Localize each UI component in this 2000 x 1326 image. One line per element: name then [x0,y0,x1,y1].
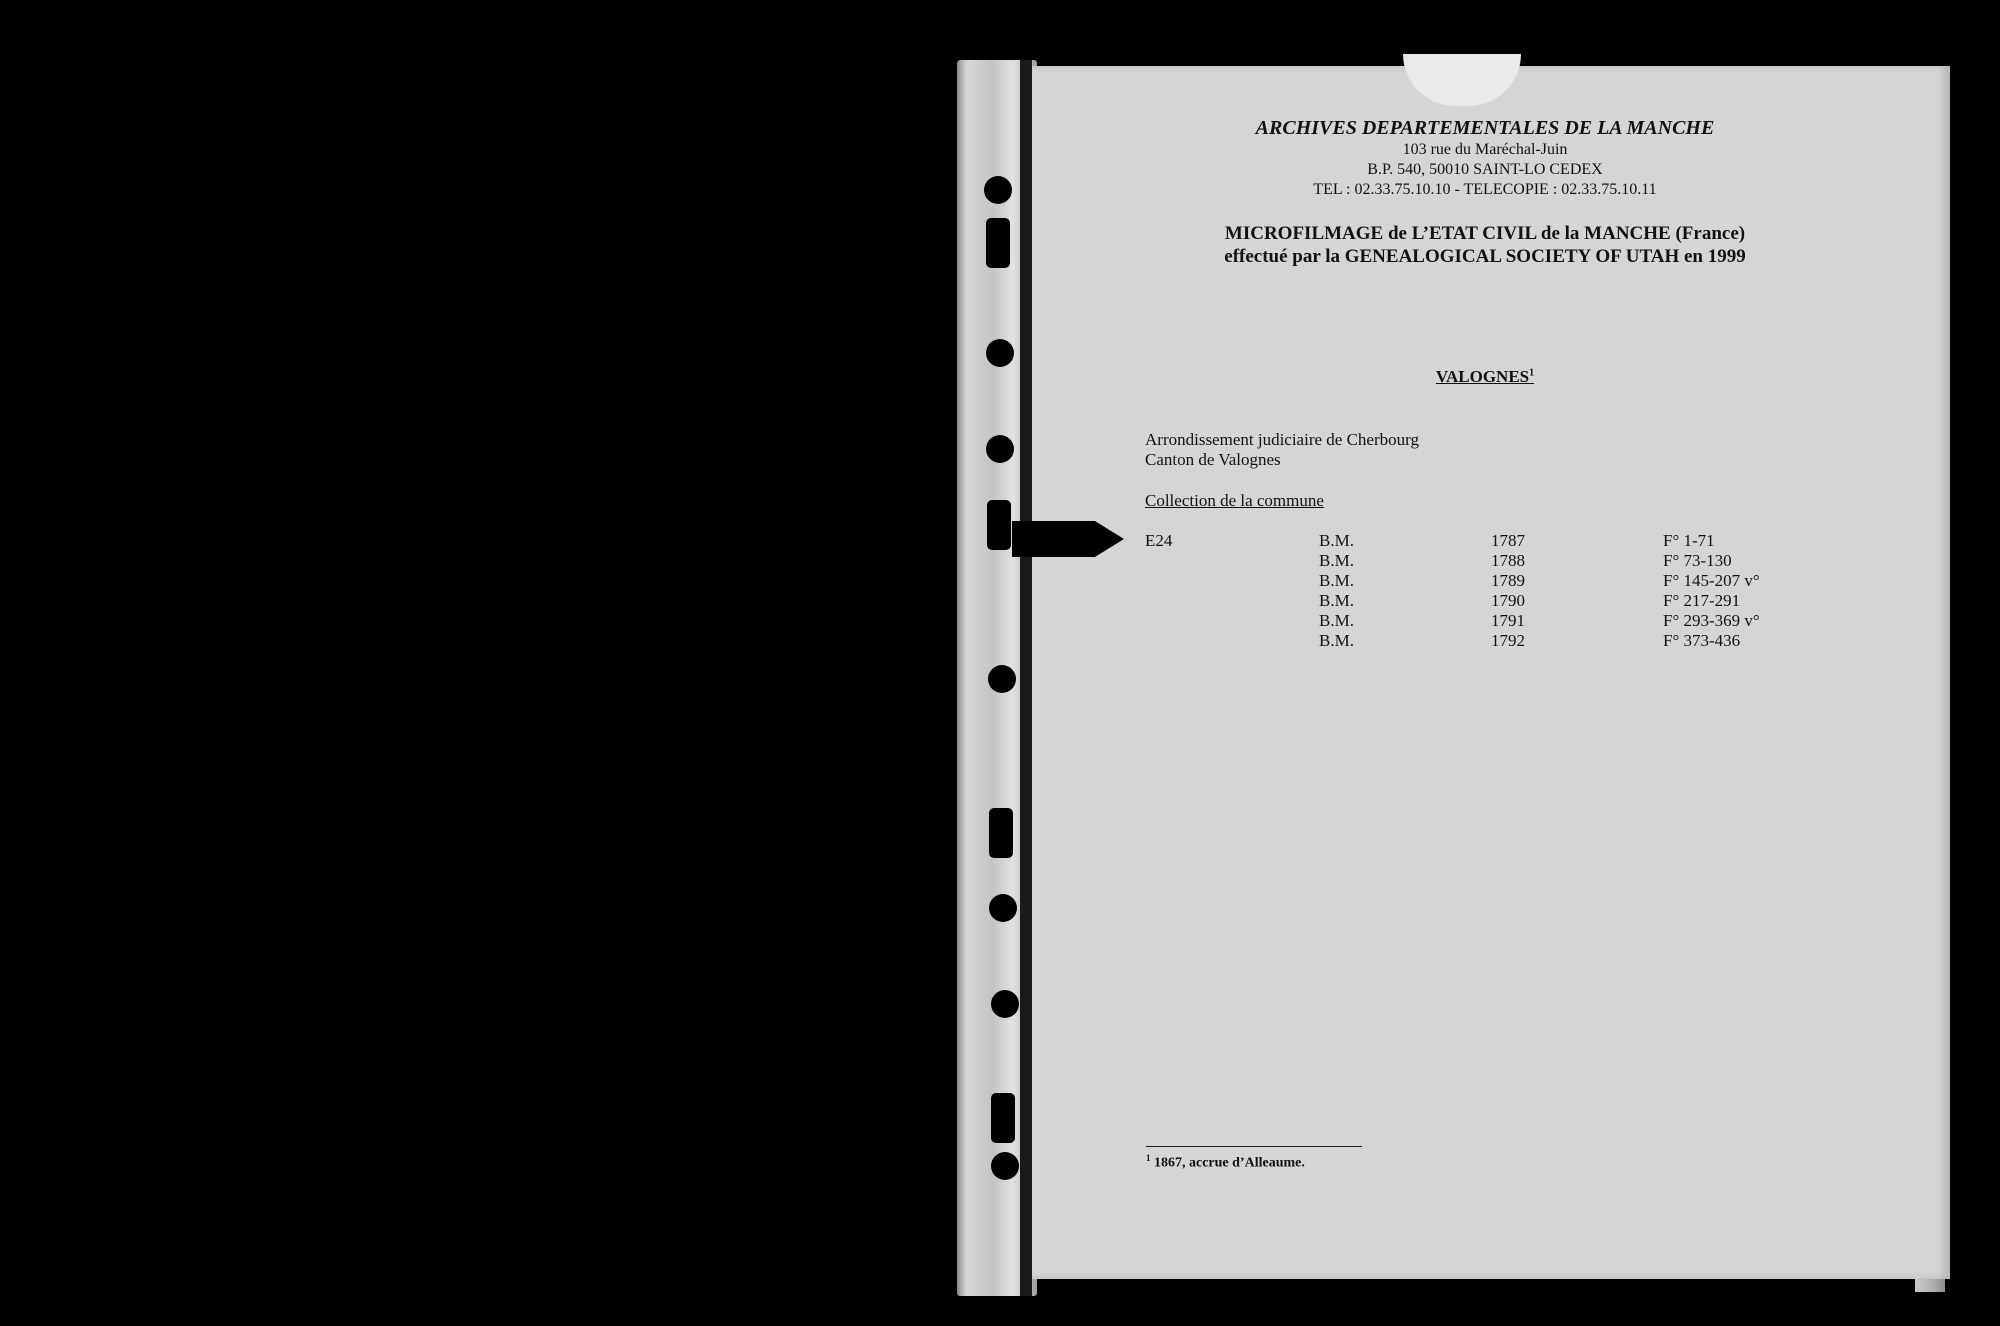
punch-slot [991,1093,1015,1143]
record-folios: F° 217-291 [1663,591,1741,610]
punch-hole [991,990,1019,1018]
record-folios: F° 145-207 v° [1663,571,1760,590]
commune-heading [1140,367,1830,387]
address-line: B.P. 540, 50010 SAINT-LO CEDEX [1367,161,1603,178]
record-year: 1789 [1491,571,1525,590]
address-line: 103 rue du Maréchal-Juin [1402,141,1568,158]
record-year: 1790 [1491,591,1525,610]
punch-hole [988,665,1016,693]
record-type: B.M. [1319,571,1354,590]
arrondissement-line: Arrondissement judiciaire de Cherbourg [1145,430,1419,449]
record-row [1145,551,1845,571]
record-type: B.M. [1319,531,1354,550]
project-title-line: MICROFILMAGE de L’ETAT CIVIL de la MANCHE (France) [1224,223,1746,244]
punch-slot [989,808,1013,858]
project-title-line: effectué par la GENEALOGICAL SOCIETY OF UTAH en 1999 [1224,246,1746,267]
record-row [1145,591,1845,611]
record-folios: F° 373-436 [1663,631,1741,650]
record-year: 1791 [1491,611,1525,630]
punch-hole [986,435,1014,463]
archive-header [1140,116,1830,200]
record-row [1145,611,1845,631]
record-row [1145,571,1845,591]
institution-name: ARCHIVES DEPARTEMENTALES DE LA MANCHE [1255,117,1715,139]
record-year: 1787 [1491,531,1525,550]
record-folios: F° 293-369 v° [1663,611,1760,630]
record-year: 1788 [1491,551,1525,570]
jurisdiction-block [1145,430,1419,470]
record-cote: E24 [1145,531,1173,550]
record-year: 1792 [1491,631,1525,650]
collection-heading: Collection de la commune [1145,491,1324,510]
sleeve-shadow [1020,60,1032,1296]
record-type: B.M. [1319,591,1354,610]
records-table [1145,531,1845,651]
record-type: B.M. [1319,551,1354,570]
footnote-ref: 1 [1529,367,1535,379]
record-folios: F° 1-71 [1663,531,1715,550]
record-type: B.M. [1319,631,1354,650]
punch-slot [987,500,1011,550]
footnote-text: 1867, accrue d’Alleaume. [1150,1155,1305,1171]
canton-line: Canton de Valognes [1145,450,1281,469]
record-folios: F° 73-130 [1663,551,1732,570]
punch-hole [984,176,1012,204]
punch-hole [986,339,1014,367]
punch-hole [989,894,1017,922]
project-title [1130,222,1840,268]
punch-hole [991,1152,1019,1180]
footnote [1146,1153,1305,1172]
record-type: B.M. [1319,611,1354,630]
record-row [1145,531,1845,551]
record-row [1145,631,1845,651]
footnote-marker: 1 [1146,1153,1151,1163]
footnote-divider [1146,1146,1362,1147]
punch-slot [986,218,1010,268]
commune-name: VALOGNES [1435,367,1530,386]
contact-line: TEL : 02.33.75.10.10 - TELECOPIE : 02.33.75.10.11 [1313,181,1657,198]
